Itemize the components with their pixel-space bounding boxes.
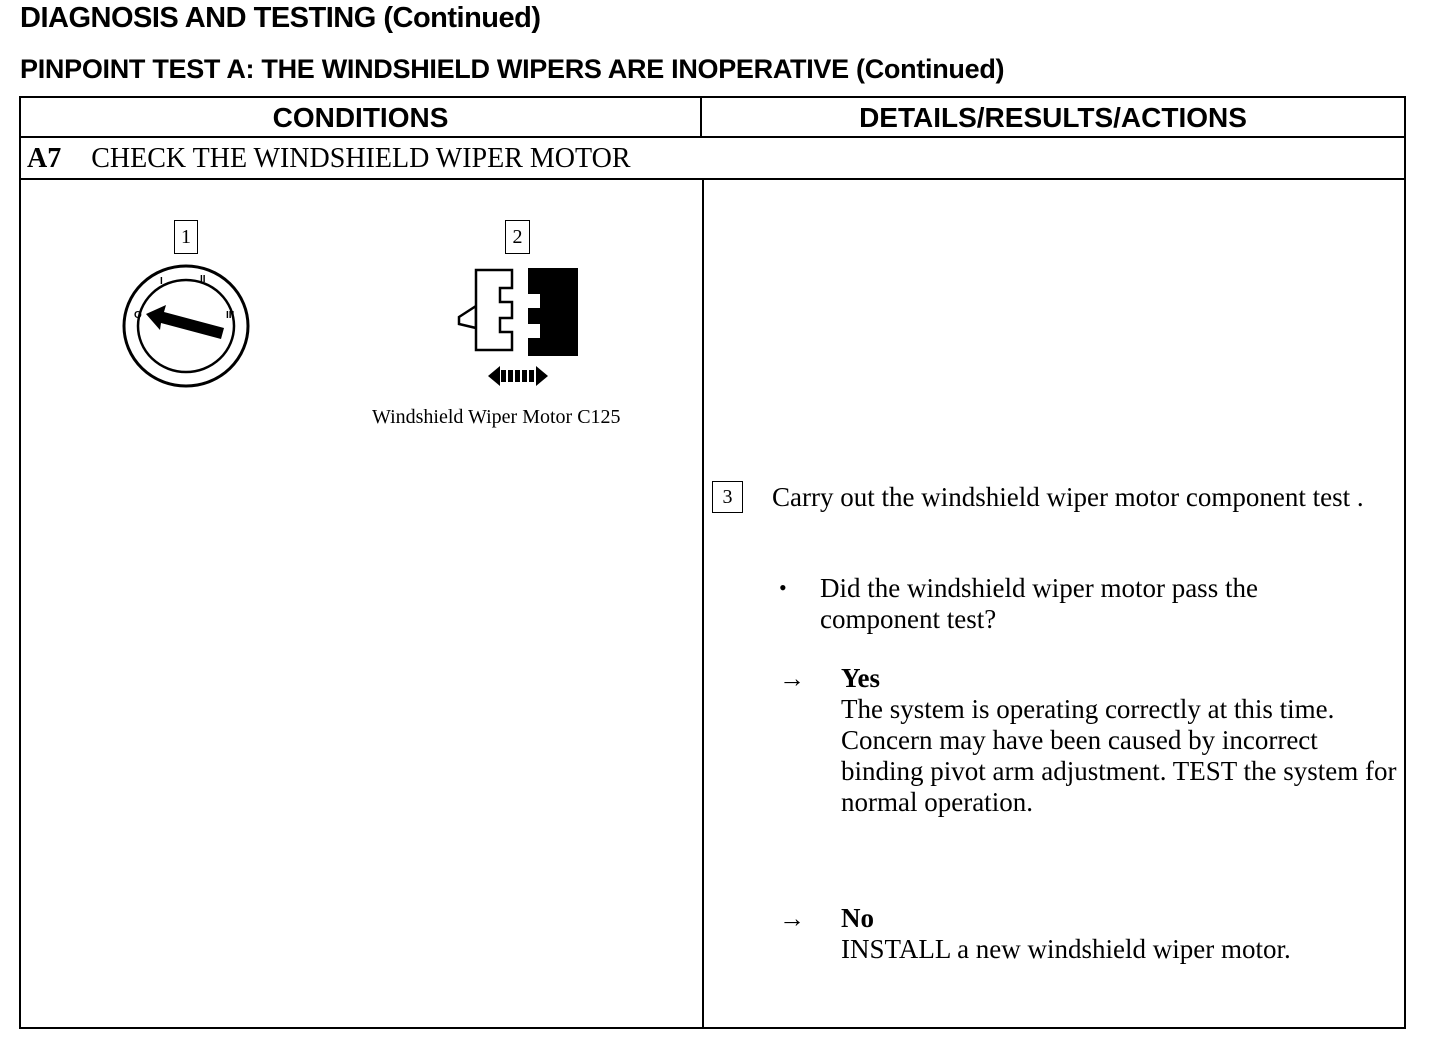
conditions-header: CONDITIONS: [272, 102, 449, 133]
test-table: [19, 96, 1406, 1029]
callout-2: 2: [505, 220, 530, 254]
callout-1: 1: [174, 220, 198, 254]
body-column-divider: [702, 180, 704, 1029]
result-no-label: No: [841, 903, 874, 933]
switch-pos-1: I: [160, 276, 163, 287]
callout-3: 3: [712, 481, 743, 513]
step-row: [27, 141, 631, 177]
switch-pos-off: O: [134, 310, 142, 321]
bullet-icon: •: [779, 575, 787, 600]
arrow-right-icon: →: [779, 664, 805, 693]
result-no-text: INSTALL a new windshield wiper motor.: [841, 934, 1291, 964]
step-title: CHECK THE WINDSHIELD WIPER MOTOR: [91, 143, 631, 174]
arrow-right-icon: →: [779, 904, 805, 933]
connector-caption: Windshield Wiper Motor C125: [372, 406, 621, 428]
switch-pos-2: II: [200, 274, 206, 285]
details-header: DETAILS/RESULTS/ACTIONS: [859, 102, 1247, 133]
page-title: DIAGNOSIS AND TESTING (Continued): [20, 2, 541, 34]
action-instruction: Carry out the windshield wiper motor component test .: [772, 482, 1364, 512]
ignition-switch-icon: [118, 262, 256, 392]
result-yes-text: The system is operating correctly at this time. Concern may have been caused by incorrect binding pivot arm adjustment. TEST the system for normal operation.: [841, 694, 1397, 817]
pinpoint-test-title: PINPOINT TEST A: THE WINDSHIELD WIPERS ARE INOPERATIVE (Continued): [20, 54, 1005, 84]
result-yes-label: Yes: [841, 663, 880, 693]
step-id: A7: [27, 143, 62, 174]
test-question: Did the windshield wiper motor pass the component test?: [820, 573, 1258, 634]
switch-pos-3: III: [226, 310, 235, 321]
step-divider: [19, 178, 1406, 180]
wiper-motor-connector-icon: [452, 262, 584, 392]
